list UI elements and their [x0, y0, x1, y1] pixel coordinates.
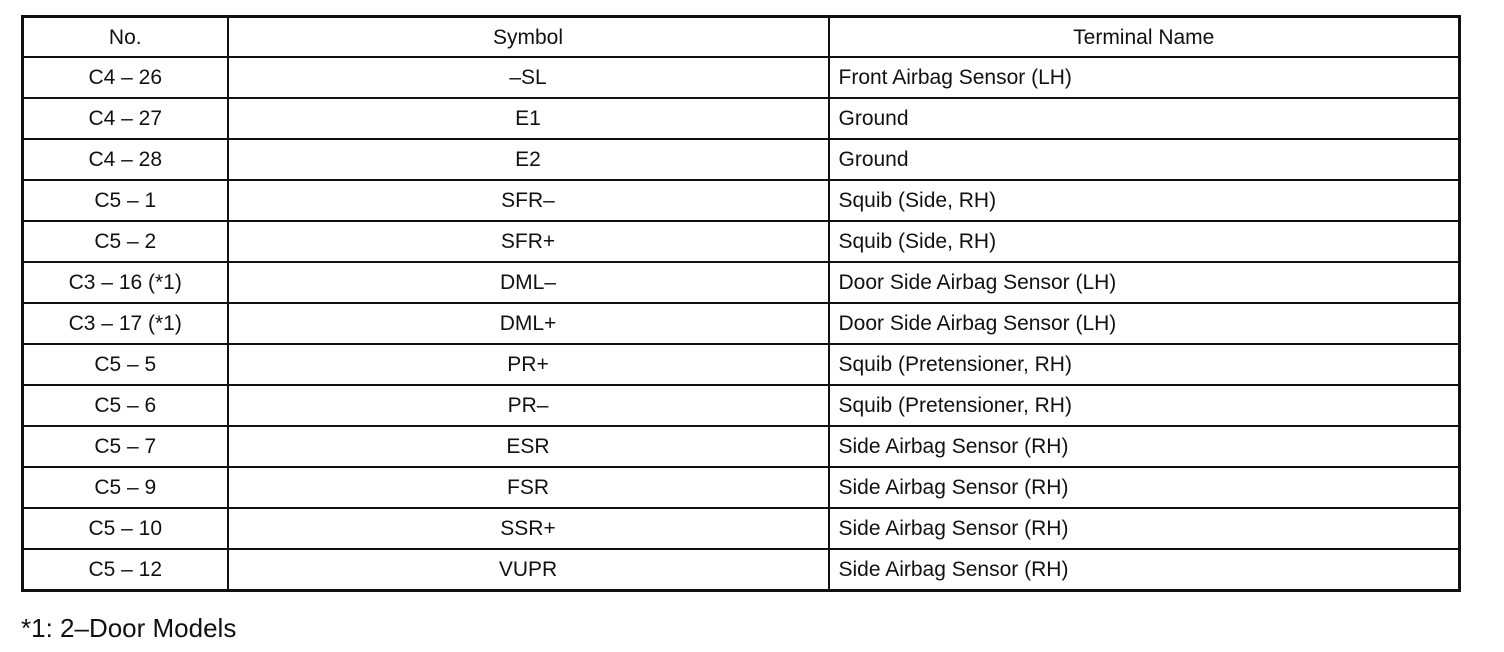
cell-terminal-name: Door Side Airbag Sensor (LH) — [829, 262, 1460, 303]
table-row — [23, 549, 1460, 591]
cell-symbol: DML– — [228, 262, 829, 303]
cell-no: C5 – 9 — [23, 467, 228, 508]
header-terminal-name: Terminal Name — [829, 17, 1460, 58]
cell-symbol: DML+ — [228, 303, 829, 344]
terminal-table — [21, 15, 1461, 592]
cell-symbol: SFR+ — [228, 221, 829, 262]
cell-terminal-name: Side Airbag Sensor (RH) — [829, 467, 1460, 508]
cell-terminal-name: Side Airbag Sensor (RH) — [829, 426, 1460, 467]
cell-no: C5 – 6 — [23, 385, 228, 426]
table-row — [23, 139, 1460, 180]
cell-terminal-name: Side Airbag Sensor (RH) — [829, 508, 1460, 549]
table-row — [23, 262, 1460, 303]
table-row — [23, 426, 1460, 467]
table-row — [23, 344, 1460, 385]
cell-terminal-name: Ground — [829, 98, 1460, 139]
cell-symbol: FSR — [228, 467, 829, 508]
cell-terminal-name: Door Side Airbag Sensor (LH) — [829, 303, 1460, 344]
cell-terminal-name: Squib (Side, RH) — [829, 221, 1460, 262]
cell-no: C5 – 1 — [23, 180, 228, 221]
cell-symbol: SSR+ — [228, 508, 829, 549]
table-row — [23, 303, 1460, 344]
cell-no: C4 – 26 — [23, 57, 228, 98]
cell-terminal-name: Ground — [829, 139, 1460, 180]
cell-symbol: VUPR — [228, 549, 829, 591]
cell-symbol: ESR — [228, 426, 829, 467]
table-header-row — [23, 17, 1460, 58]
cell-symbol: PR– — [228, 385, 829, 426]
header-symbol: Symbol — [228, 17, 829, 58]
terminal-table-container — [21, 15, 1461, 592]
cell-no: C5 – 7 — [23, 426, 228, 467]
cell-symbol: PR+ — [228, 344, 829, 385]
cell-symbol: E2 — [228, 139, 829, 180]
table-row — [23, 385, 1460, 426]
cell-no: C5 – 5 — [23, 344, 228, 385]
cell-terminal-name: Squib (Side, RH) — [829, 180, 1460, 221]
cell-no: C5 – 10 — [23, 508, 228, 549]
table-row — [23, 180, 1460, 221]
table-row — [23, 221, 1460, 262]
cell-no: C4 – 27 — [23, 98, 228, 139]
cell-symbol: –SL — [228, 57, 829, 98]
cell-symbol: E1 — [228, 98, 829, 139]
footnote: *1: 2–Door Models — [21, 613, 237, 643]
cell-terminal-name: Front Airbag Sensor (LH) — [829, 57, 1460, 98]
cell-no: C5 – 2 — [23, 221, 228, 262]
table-row — [23, 467, 1460, 508]
cell-terminal-name: Squib (Pretensioner, RH) — [829, 385, 1460, 426]
table-row — [23, 57, 1460, 98]
cell-terminal-name: Squib (Pretensioner, RH) — [829, 344, 1460, 385]
header-no: No. — [23, 17, 228, 58]
cell-no: C5 – 12 — [23, 549, 228, 591]
cell-no: C3 – 17 (*1) — [23, 303, 228, 344]
cell-no: C3 – 16 (*1) — [23, 262, 228, 303]
cell-no: C4 – 28 — [23, 139, 228, 180]
cell-terminal-name: Side Airbag Sensor (RH) — [829, 549, 1460, 591]
table-row — [23, 508, 1460, 549]
table-row — [23, 98, 1460, 139]
cell-symbol: SFR– — [228, 180, 829, 221]
